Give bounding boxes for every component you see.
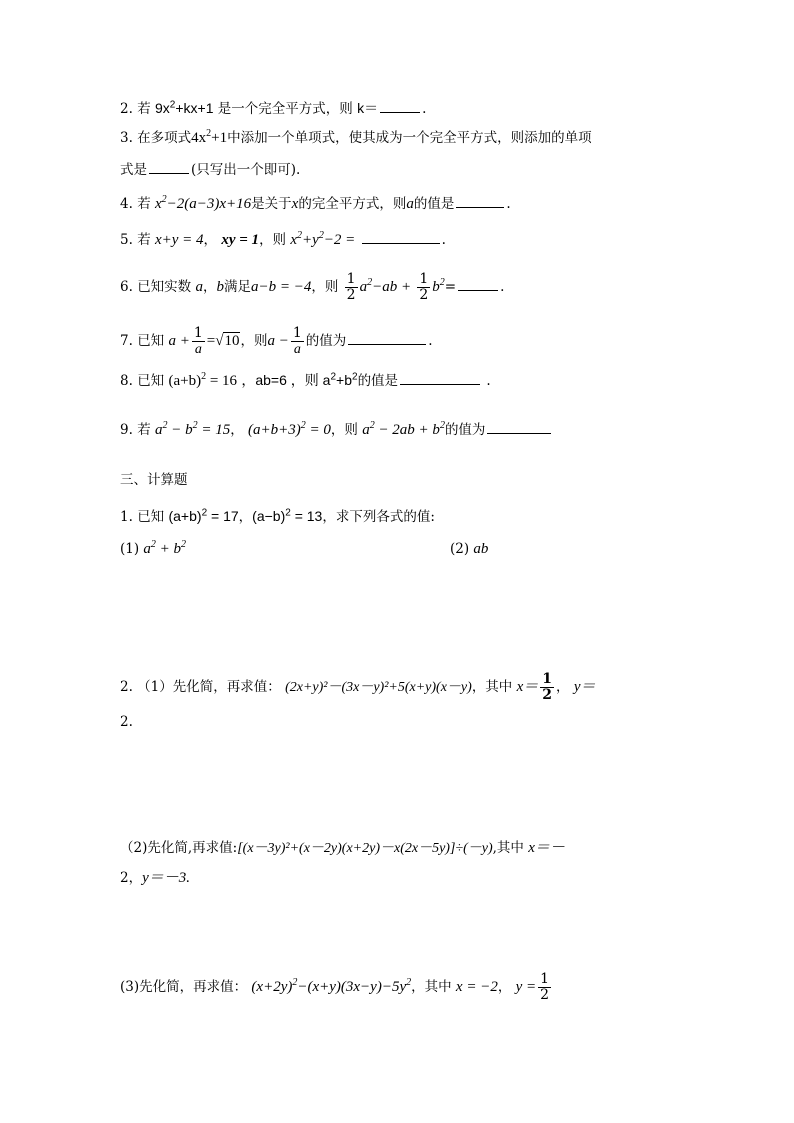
- calc-question-2-3: [120, 972, 553, 1003]
- expr-part: a: [143, 541, 151, 557]
- expr-part: +y: [302, 232, 319, 248]
- numerator: 1: [346, 271, 356, 287]
- expression: x+y = 4: [154, 232, 204, 248]
- question-number: 5.: [120, 232, 133, 248]
- question-number: 1.: [120, 509, 133, 525]
- exponent: 2: [162, 420, 168, 431]
- variable: x＝: [516, 679, 539, 695]
- text: 的值为: [444, 422, 486, 438]
- expr-part: = 17: [211, 508, 239, 524]
- text: 已知: [137, 333, 165, 349]
- answer-blank[interactable]: [362, 231, 440, 244]
- variable: y =: [515, 979, 537, 995]
- variable: y＝: [573, 679, 596, 695]
- exponent: 2: [406, 977, 412, 988]
- exponent: 2: [292, 977, 298, 988]
- question-6: [120, 272, 504, 303]
- exponent: 2: [369, 420, 375, 431]
- expr-part: (a+b): [168, 508, 202, 524]
- question-3-line-2: [120, 160, 300, 180]
- denominator: 2: [346, 287, 356, 303]
- exponent: 2: [439, 420, 445, 431]
- period: .: [422, 101, 427, 117]
- question-8: [120, 370, 491, 391]
- exponent: 2: [201, 507, 208, 519]
- expression: [168, 373, 237, 389]
- expr-part: +1: [211, 130, 228, 146]
- question-number: 8.: [120, 373, 133, 389]
- separator: ，: [556, 679, 570, 695]
- expression: a +: [168, 333, 190, 349]
- period: .: [428, 333, 433, 349]
- text: 2. （1）先化简，再求值：: [120, 679, 281, 695]
- calc-question-1: [120, 506, 435, 527]
- text: (3)先化简，再求值：: [120, 979, 248, 995]
- exponent: 2: [181, 539, 187, 550]
- calc-question-2-2-cont: [120, 868, 190, 888]
- text: 若: [137, 101, 151, 117]
- text: 中添加一个单项式，使其成为一个完全平方式，则添加的单项: [227, 130, 592, 146]
- exponent: 2: [192, 420, 198, 431]
- expr-part: − b: [171, 422, 193, 438]
- expr-part: = 13: [294, 508, 323, 524]
- expr-part: −2 =: [323, 232, 356, 248]
- answer-blank[interactable]: [458, 278, 498, 291]
- period: .: [486, 373, 491, 389]
- text: 的完全平方式，则: [298, 196, 407, 212]
- expr-part: = 0: [309, 422, 331, 438]
- expression: [252, 508, 322, 524]
- expr-part: + b: [159, 541, 182, 557]
- expr-part: +kx+1: [175, 100, 214, 116]
- expression: [(x－3y)²+(x－2y)(x+2y)－x(2x－5y)]÷(－y): [237, 841, 493, 856]
- answer-blank[interactable]: [456, 195, 504, 208]
- exponent: 2: [150, 539, 156, 550]
- question-4: [120, 194, 511, 214]
- text: 已知实数: [137, 279, 192, 295]
- exponent: 2: [201, 371, 207, 382]
- text: (只写出一个即可).: [191, 162, 301, 178]
- text: ，则: [240, 333, 268, 349]
- expr-part: 4x: [191, 130, 207, 146]
- text: 是关于: [251, 196, 292, 212]
- period: .: [441, 232, 446, 248]
- expression: [155, 100, 214, 116]
- separator: ，: [497, 979, 512, 995]
- exponent: 2: [297, 230, 303, 241]
- expression: [191, 130, 227, 146]
- variable: k＝: [357, 100, 379, 116]
- fraction: [417, 272, 430, 303]
- expression: [241, 372, 357, 388]
- radicand: 10: [224, 333, 240, 349]
- answer-blank[interactable]: [380, 100, 420, 113]
- fraction: [345, 272, 358, 303]
- exponent: 2: [169, 99, 176, 111]
- expr-part: = 15: [201, 422, 231, 438]
- answer-blank[interactable]: [348, 332, 426, 345]
- equals: =: [206, 333, 216, 349]
- expression: [432, 279, 445, 295]
- answer-blank[interactable]: [400, 372, 480, 385]
- denominator: 2: [542, 687, 553, 703]
- text: 已知: [137, 373, 165, 389]
- expression: [251, 979, 411, 995]
- text: ，则: [259, 232, 287, 248]
- exponent: 2: [367, 277, 373, 288]
- expression: ab: [473, 541, 489, 557]
- text: ，其中: [471, 679, 513, 695]
- variable: x＝－: [528, 840, 565, 856]
- text: 的值是: [413, 196, 455, 212]
- text: ，则: [311, 279, 339, 295]
- expression: [155, 196, 251, 212]
- fraction: [538, 972, 551, 1003]
- question-number: 6.: [120, 279, 133, 295]
- part-label: (2): [450, 541, 470, 557]
- expr-part: − 2ab + b: [378, 422, 440, 438]
- expr-part: a: [362, 422, 370, 438]
- denominator: 2: [540, 987, 550, 1003]
- period: .: [506, 196, 511, 212]
- calc-1-part-2: [450, 539, 488, 559]
- calc-question-2-1: [120, 672, 596, 703]
- text: ，求下列各式的值:: [322, 509, 435, 525]
- text: 的值为: [305, 333, 347, 349]
- numerator: 1: [193, 325, 203, 341]
- variable: x = −2: [455, 979, 498, 995]
- calc-1-part-1: [120, 539, 186, 559]
- variable: a: [406, 196, 414, 212]
- exponent: 2: [285, 507, 291, 519]
- expr-part: = 16: [209, 373, 238, 389]
- exponent: 2: [439, 277, 445, 288]
- denominator: 2: [419, 287, 429, 303]
- exponent: 2: [352, 371, 358, 383]
- period: .: [500, 279, 505, 295]
- expr-part: (a+b+3): [248, 422, 301, 438]
- expr-part: x: [154, 196, 162, 212]
- expr-part: −(x+y)(3x−y)−5y: [297, 979, 407, 995]
- question-7: [120, 326, 433, 357]
- text: 满足: [223, 279, 251, 295]
- expression: [248, 422, 331, 438]
- separator: ，: [238, 509, 253, 525]
- numerator: 1: [419, 271, 429, 287]
- question-number: 7.: [120, 333, 133, 349]
- exponent: 2: [318, 230, 324, 241]
- exponent: 2: [206, 128, 212, 139]
- value: 2，: [120, 870, 143, 886]
- separator: ，: [203, 232, 218, 248]
- numerator: 1: [540, 971, 550, 987]
- text: ，则: [330, 422, 358, 438]
- numerator: 1: [292, 325, 302, 341]
- variable: b: [216, 279, 224, 295]
- expr-part: 9x: [154, 100, 170, 116]
- answer-blank[interactable]: [487, 421, 551, 434]
- expr-part: (a−b): [252, 508, 286, 524]
- question-2: [120, 98, 426, 119]
- question-5: [120, 230, 446, 250]
- text: ，其中: [411, 979, 452, 995]
- fraction: [192, 326, 205, 357]
- expr-part: a: [359, 279, 368, 295]
- exponent: 2: [161, 194, 167, 205]
- question-number: 4.: [120, 196, 133, 212]
- expr-part: x: [290, 232, 298, 248]
- fraction: [291, 326, 304, 357]
- exponent: 2: [300, 420, 306, 431]
- expression: (2x+y)²－(3x－y)²+5(x+y)(x－y): [285, 680, 472, 695]
- expr-part: (a+b): [168, 373, 202, 389]
- variable: a: [195, 279, 203, 295]
- denominator: a: [194, 342, 202, 357]
- expression: [168, 508, 238, 524]
- text: 的值是: [357, 373, 399, 389]
- expr-part: ，ab=6 ，则 a: [241, 372, 331, 388]
- question-3-line-1: [120, 128, 592, 148]
- calc-question-2-1-cont: 2.: [120, 714, 133, 730]
- part-label: (1): [120, 541, 140, 557]
- text: 若: [137, 232, 151, 248]
- expression: [360, 279, 412, 295]
- answer-blank[interactable]: [149, 161, 189, 174]
- expression: [155, 422, 230, 438]
- question-number: 2.: [120, 101, 133, 117]
- section-title: 三、计算题: [120, 472, 188, 488]
- sqrt: √10: [215, 333, 240, 349]
- fraction: [540, 672, 554, 703]
- numerator: 1: [542, 671, 553, 687]
- text: 式是: [120, 162, 147, 178]
- text: 是一个完全平方式，则: [217, 101, 353, 117]
- text: 若: [137, 196, 151, 212]
- expr-part: −2(a−3)x+16: [166, 196, 252, 212]
- exponent: 2: [330, 371, 337, 383]
- expr-part: b: [432, 279, 440, 295]
- separator: ，: [202, 279, 217, 295]
- variable: y＝－3.: [142, 870, 191, 886]
- expression: a−b = −4: [250, 279, 312, 295]
- expr-part: +b: [336, 372, 352, 388]
- expression: a −: [267, 333, 289, 349]
- expr-part: a: [154, 422, 163, 438]
- expression: xy = 1: [221, 232, 260, 248]
- expression: [143, 541, 186, 557]
- question-9: [120, 420, 553, 440]
- text: ,其中: [492, 840, 524, 856]
- text: （2)先化简,再求值:: [120, 840, 238, 856]
- question-number: 9.: [120, 422, 133, 438]
- separator: ，: [230, 422, 244, 438]
- expr-part: (x+2y): [251, 979, 293, 995]
- denominator: a: [293, 342, 301, 357]
- calc-question-2-2: [120, 838, 565, 859]
- text: 已知: [137, 509, 165, 525]
- variable: x: [291, 196, 299, 212]
- expression: [362, 422, 445, 438]
- equals: =: [444, 279, 457, 295]
- text: 3. 在多项式: [120, 130, 192, 146]
- text: 若: [137, 422, 151, 438]
- expr-part: −ab +: [372, 279, 412, 295]
- expression: [290, 232, 355, 248]
